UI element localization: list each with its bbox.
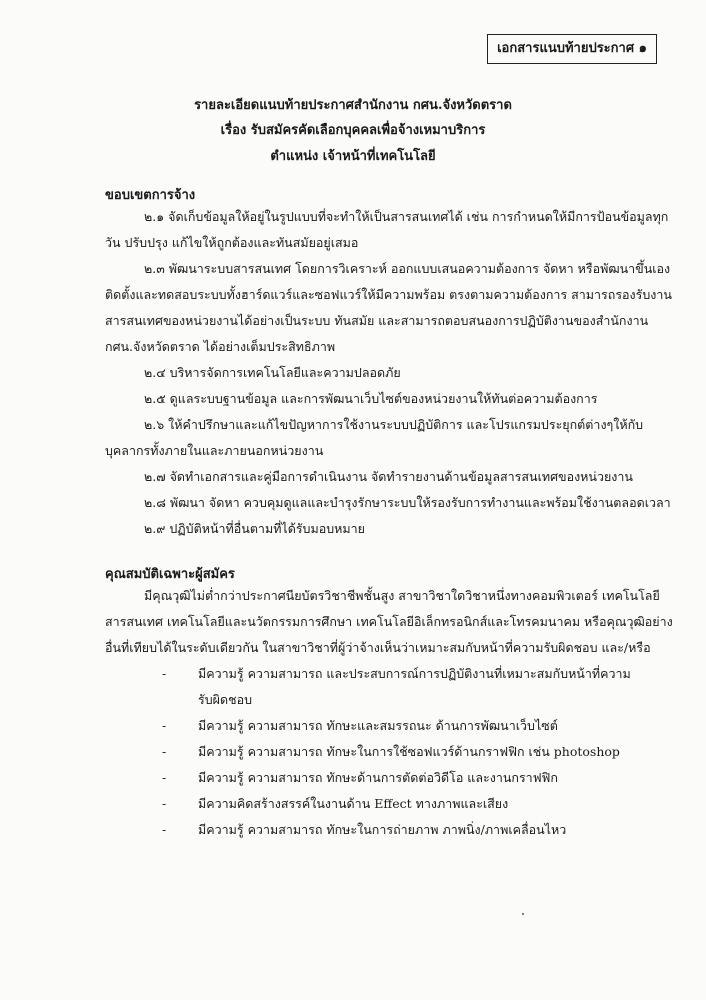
qualification-bullet: มีความรู้ ความสามารถ ทักษะในการใช้ซอฟแวร์ด้านกราฟฟิก เช่น photoshop [198, 744, 620, 759]
bullet-marker: - [162, 744, 167, 759]
scope-heading: ขอบเขตการจ้าง [105, 188, 196, 203]
qualification-heading: คุณสมบัติเฉพาะผู้สมัคร [105, 567, 235, 582]
attachment-label-box: เอกสารแนบท้ายประกาศ ๑ [487, 34, 657, 64]
scope-line: สารสนเทศของหน่วยงานได้อย่างเป็นระบบ ทันสมัย และสามารถตอบสนองการปฏิบัติงานของสำนักงาน [105, 313, 649, 328]
scope-line: ๒.๖ ให้คำปรึกษาและแก้ไขปัญหาการใช้งานระบบปฏิบัติการ และโปรแกรมประยุกต์ต่างๆให้กับ [144, 417, 644, 432]
document-title-line-1: รายละเอียดแนบท้ายประกาศสำนักงาน กศน.จังหวัดตราด [194, 98, 512, 113]
qualification-bullet: มีความรู้ ความสามารถ ทักษะด้านการตัดต่อวิดีโอ และงานกราฟฟิก [198, 770, 558, 785]
scope-line: ติดตั้งและทดสอบระบบทั้งฮาร์ดแวร์และซอฟแวร์ให้มีความพร้อม ตรงตามความต้องการ สามารถรองรับงาน [105, 287, 672, 302]
scan-speck [522, 913, 524, 915]
document-title-line-2: เรื่อง รับสมัครคัดเลือกบุคคลเพื่อจ้างเหมาบริการ [220, 123, 486, 138]
qualification-bullet: มีความรู้ ความสามารถ ทักษะในการถ่ายภาพ ภาพนิ่ง/ภาพเคลื่อนไหว [198, 822, 567, 837]
scope-line: ๒.๗ จัดทำเอกสารและคู่มือการดำเนินงาน จัดทำรายงานด้านข้อมูลสารสนเทศของหน่วยงาน [144, 469, 633, 484]
bullet-marker: - [162, 666, 167, 681]
bullet-marker: - [162, 770, 167, 785]
scope-line: ๒.๕ ดูแลระบบฐานข้อมูล และการพัฒนาเว็บไซต์ของหน่วยงานให้ทันต่อความต้องการ [144, 391, 598, 406]
bullet-marker: - [162, 718, 167, 733]
document-title-line-3: ตำแหน่ง เจ้าหน้าที่เทคโนโลยี [270, 149, 436, 164]
qualification-line: อื่นที่เทียบได้ในระดับเดียวกัน ในสาขาวิชาที่ผู้ว่าจ้างเห็นว่าเหมาะสมกับหน้าที่ความรับผิดชอบ และ/หรือ [105, 640, 651, 655]
qualification-bullet: มีความรู้ ความสามารถ ทักษะและสมรรถนะ ด้านการพัฒนาเว็บไซต์ [198, 718, 558, 733]
scope-line: บุคลากรทั้งภายในและภายนอกหน่วยงาน [105, 443, 324, 458]
qualification-line: มีคุณวุฒิไม่ต่ำกว่าประกาศนียบัตรวิชาชีพชั้นสูง สาขาวิชาใดวิชาหนึ่งทางคอมพิวเตอร์ เทคโนโลยี [144, 588, 660, 603]
qualification-bullet-continuation: รับผิดชอบ [198, 692, 253, 707]
scope-line: กศน.จังหวัดตราด ได้อย่างเต็มประสิทธิภาพ [105, 339, 336, 354]
scope-line: วัน ปรับปรุง แก้ไขให้ถูกต้องและทันสมัยอยู่เสมอ [105, 235, 359, 250]
scope-line: ๒.๓ พัฒนาระบบสารสนเทศ โดยการวิเคราะห์ ออกแบบเสนอความต้องการ จัดหา หรือพัฒนาขึ้นเอง [144, 261, 671, 276]
qualification-bullet: มีความคิดสร้างสรรค์ในงานด้าน Effect ทางภาพและเสียง [198, 796, 509, 811]
scope-line: ๒.๘ พัฒนา จัดหา ควบคุมดูแลและบำรุงรักษาระบบให้รองรับการทำงานและพร้อมใช้งานตลอดเวลา [144, 495, 671, 510]
scope-line: ๒.๙ ปฏิบัติหน้าที่อื่นตามที่ได้รับมอบหมาย [144, 521, 365, 536]
scope-line: ๒.๔ บริหารจัดการเทคโนโลยีและความปลอดภัย [144, 365, 401, 380]
bullet-marker: - [162, 796, 167, 811]
qualification-bullet: มีความรู้ ความสามารถ และประสบการณ์การปฏิบัติงานที่เหมาะสมกับหน้าที่ความ [198, 666, 631, 681]
bullet-marker: - [162, 822, 167, 837]
scope-line: ๒.๑ จัดเก็บข้อมูลให้อยู่ในรูปแบบที่จะทำให้เป็นสารสนเทศได้ เช่น การกำหนดให้มีการป้อนข้อมูลทุก [144, 209, 669, 224]
qualification-line: สารสนเทศ เทคโนโลยีและนวัตกรรมการศึกษา เทคโนโลยีอิเล็กทรอนิกส์และโทรคมนาคม หรือคุณวุฒิอย่าง [105, 614, 673, 629]
